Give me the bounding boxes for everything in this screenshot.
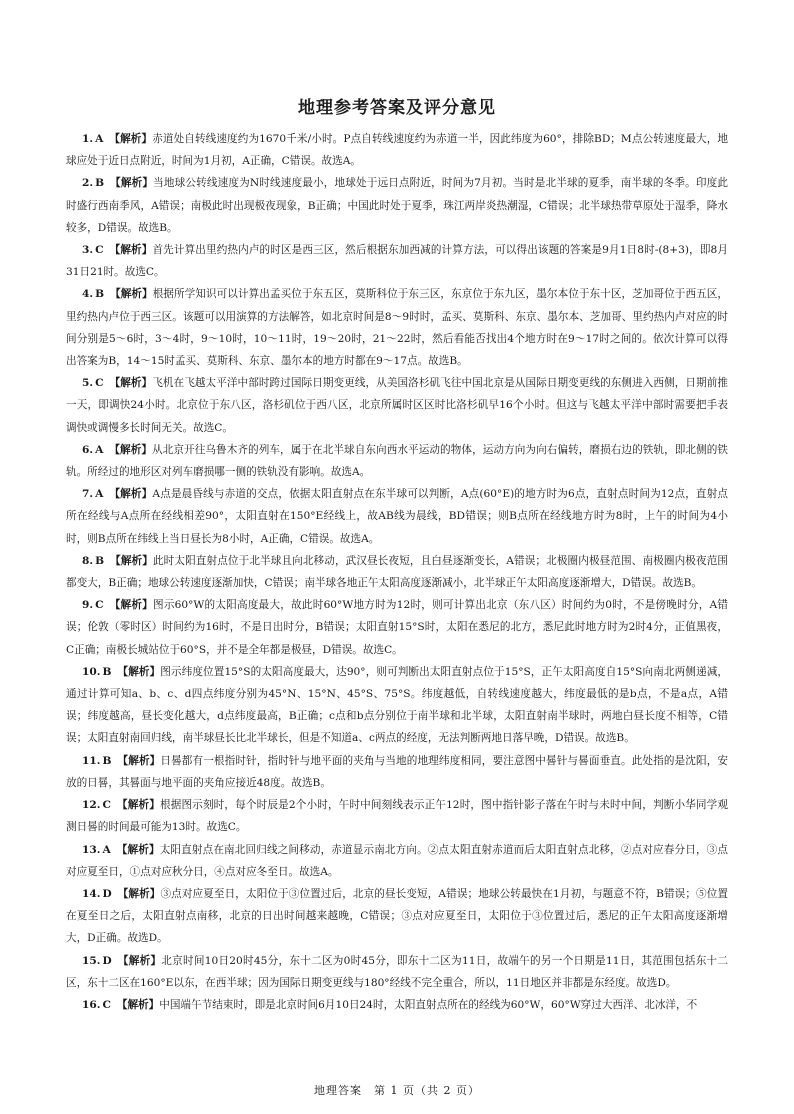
- answer-item: [66, 283, 728, 372]
- item-answer: B: [102, 754, 112, 767]
- item-explanation: 根据图示刻时，每个时辰是2个小时，午时中间刻线表示正午12时，图中指针影子落在午时与未时中间，判断小华同学观测日晷的时间最可能为13时。故选C。: [66, 799, 729, 834]
- item-answer: C: [95, 377, 104, 390]
- analysis-tag: 【解析】: [110, 554, 153, 567]
- analysis-tag: 【解析】: [110, 288, 153, 301]
- item-explanation: 北京时间10日20时45分，东十二区为0时45分，即东十二区为11日，故端午的另一个日期是11日，其范围包括东十二区，东十二区在160°E以东，在西半球；因为国际日期变更线与180°经线不完全重合，所以，11日地区并非都是东经度。故选D。: [66, 954, 728, 989]
- answer-item: [66, 950, 728, 994]
- answer-item: [66, 839, 728, 883]
- item-explanation: 根据所学知识可以计算出孟买位于东五区，莫斯科位于东三区，东京位于东九区，墨尔本位于东十区，芝加哥位于西五区，里约热内卢位于西三区。该题可以用演算的方法解答，如北京时间是8～9时时，孟买、莫斯科、东京、墨尔本、芝加哥、里约热内卢对应的时间分别是5～6时，3～4时，9～10时，10～11时，19～20时，21～22时，然后看能否找出4个地方时在9～17时之间的。依次计算可以得出答案为B，14～15时孟买、莫斯科、东京、墨尔本的地方时都在9～17点。故选B。: [66, 288, 729, 368]
- answer-item: [66, 128, 728, 172]
- analysis-tag: 【解析】: [109, 488, 153, 501]
- answer-item: [66, 550, 728, 594]
- item-answer: B: [95, 177, 105, 190]
- item-explanation: 日晷都有一根指时针，指时针与地平面的夹角与当地的地理纬度相同，要注意图中晷针与晷面垂直。此处指的是沈阳，安放的日晷，其晷面与地平面的夹角应接近48度。故选B。: [66, 754, 728, 789]
- analysis-tag: 【解析】: [116, 799, 160, 812]
- answer-item: [66, 483, 728, 550]
- item-answer: A: [102, 843, 111, 856]
- answer-item: [66, 172, 728, 239]
- analysis-tag: 【解析】: [116, 998, 160, 1011]
- item-number: 3.: [82, 244, 94, 257]
- item-answer: B: [102, 665, 112, 678]
- item-answer: C: [102, 799, 111, 812]
- item-number: 5.: [82, 377, 94, 390]
- item-answer: C: [95, 599, 104, 612]
- answer-item: [66, 883, 728, 950]
- answer-item: [66, 661, 728, 750]
- item-number: 7.: [82, 488, 94, 501]
- item-number: 10.: [82, 665, 101, 678]
- answer-item: [66, 239, 728, 283]
- item-explanation: 首先计算出里约热内卢的时区是西三区，然后根据东加西减的计算方法，可以得出该题的答案是9月1日8时-(8+3)，即8月31日21时。故选C。: [66, 244, 728, 279]
- item-number: 12.: [82, 799, 101, 812]
- item-explanation: ③点对应夏至日，太阳位于③位置过后，北京的昼长变短，A错误；地球公转最快在1月初，与题意不符，B错误；⑤位置在夏至日之后，太阳直射点南移，北京的日出时间越来越晚，C错误；③点对应夏至日，太阳位于③位置过后，悉尼的正午太阳高度逐渐增大，D正确。故选D。: [66, 887, 729, 945]
- item-answer: A: [95, 488, 104, 501]
- item-number: 2.: [82, 177, 94, 190]
- item-explanation: 太阳直射点在南北回归线之间移动，赤道显示南北方向。②点太阳直射赤道而后太阳直射点北移，②点对应春分日，③点对应夏至日，①点对应秋分日，④点对应冬至日。故选A。: [66, 843, 728, 878]
- page-footer: 地理答案 第 1 页（共 2 页）: [314, 1084, 480, 1097]
- analysis-tag: 【解析】: [110, 177, 154, 190]
- answer-item: [66, 439, 728, 483]
- analysis-tag: 【解析】: [117, 954, 162, 967]
- item-answer: C: [102, 998, 111, 1011]
- item-explanation: 当地球公转线速度为N时线速度最小，地球处于远日点附近，时间为7月初。当时是北半球的夏季，南半球的冬季。印度此时盛行西南季风，A错误；南极此时出现极夜现象，B正确；中国此时处于夏季，珠江两岸炎热潮湿，C错误；北半球热带草原处于湿季，降水较多，D错误。故选B。: [66, 177, 728, 234]
- item-explanation: 此时太阳直射点位于北半球且向北移动，武汉昼长夜短，且白昼逐渐变长，A错误；北极圈内极昼范围、南极圈内极夜范围都变大，B正确；地球公转速度逐渐加快，C错误；南半球各地正午太阳高度逐渐减小，北半球正午太阳高度逐渐增大，D错误。故选B。: [66, 554, 728, 590]
- item-number: 11.: [82, 754, 101, 767]
- item-explanation: 赤道处自转线速度约为1670千米/小时。P点自转线速度约为赤道一半，因此纬度为60°，排除BD；M点公转速度最大，地球应处于近日点附近，时间为1月初，A正确，C错误。故选A。: [66, 133, 729, 168]
- item-explanation: 图示60°W的太阳高度最大，故此时60°W地方时为12时，则可计算出北京（东八区）时间约为0时，不是傍晚时分，A错误；伦敦（零时区）时间约为16时，不是日出时分，B错误；太阳直射15°S时，太阳在悉尼的北方，悉尼此时地方时为2时4分，正值黑夜，C正确；南极长城站位于60°S，并不是全年都是极昼，D错误。故选C。: [66, 599, 729, 656]
- item-answer: C: [95, 244, 104, 257]
- item-answer: D: [102, 954, 112, 967]
- item-number: 1.: [82, 133, 94, 145]
- item-number: 15.: [82, 954, 101, 967]
- item-number: 13.: [82, 843, 101, 856]
- answer-item: [66, 372, 728, 439]
- item-explanation: 从北京开往乌鲁木齐的列车，属于在北半球自东向西水平运动的物体，运动方向为向右偏转，磨损右边的铁轨，即北侧的铁轨。所经过的地形区对列车磨损哪一侧的铁轨没有影响。故选A。: [66, 443, 729, 479]
- analysis-tag: 【解析】: [117, 887, 161, 900]
- analysis-tag: 【解析】: [117, 754, 161, 767]
- item-answer: A: [95, 443, 104, 456]
- answer-item: [66, 794, 728, 838]
- item-number: 6.: [82, 443, 94, 456]
- analysis-tag: 【解析】: [109, 377, 153, 390]
- answer-item: [66, 994, 728, 1016]
- item-explanation: 中国端午节结束时，即是北京时间6月10日24时，太阳直射点所在的经线为60°W，60°W穿过大西洋、北冰洋，不: [159, 998, 698, 1011]
- item-answer: A: [95, 133, 104, 145]
- answer-item: [66, 594, 728, 661]
- item-explanation: 图示纬度位置15°S的太阳高度最大，达90°，则可判断出太阳直射点位于15°S，正午太阳高度自15°S向南北两侧递减，通过计算可知a、b、c、d四点纬度分别为45°N、15°N、45°S、75°S。纬度越低，自转线速度越大，纬度最低的是b点，不是a点，A错误；纬度越高，昼长变化越大，d点纬度最高，B正确；c点和b点分别位于南半球和北半球，太阳直射南半球时，两地白昼长度不相等，C错误；太阳直射南回归线，南半球昼长比北半球长，但是不知道a、c两点的经度，无法判断两地日落早晚，D错误。故选B。: [66, 665, 728, 745]
- item-answer: D: [102, 887, 112, 900]
- item-number: 4.: [82, 288, 94, 301]
- item-answer: B: [95, 554, 105, 567]
- analysis-tag: 【解析】: [109, 244, 153, 257]
- answer-list: [66, 128, 728, 1016]
- item-answer: B: [95, 288, 105, 301]
- analysis-tag: 【解析】: [109, 599, 154, 612]
- item-number: 9.: [82, 599, 94, 612]
- analysis-tag: 【解析】: [109, 133, 153, 145]
- item-number: 16.: [82, 998, 101, 1011]
- analysis-tag: 【解析】: [109, 443, 153, 456]
- item-number: 8.: [82, 554, 94, 567]
- page-title: 地理参考答案及评分意见: [298, 98, 496, 118]
- analysis-tag: 【解析】: [116, 843, 160, 856]
- item-explanation: A点是晨昏线与赤道的交点，依据太阳直射点在东半球可以判断，A点(60°E)的地方时为6点，直射点时间为12点，直射点所在经线与A点所在经线相差90°，太阳直射在150°E经线上，故AB线为晨线，BD错误；则B点所在经线地方时为8时，上午的时间为4小时，则B点所在纬线上当日昼长为8小时，A正确，C错误。故选A。: [66, 488, 729, 545]
- item-number: 14.: [82, 887, 101, 900]
- analysis-tag: 【解析】: [117, 665, 161, 678]
- answer-item: [66, 750, 728, 794]
- item-explanation: 飞机在飞越太平洋中部时跨过国际日期变更线，从美国洛杉矶飞往中国北京是从国际日期变更线的东侧进入西侧，日期前推一天，即调快24小时。北京位于东八区，洛杉矶位于西八区，北京所属时区区时比洛杉矶早16个小时。但这与飞越太平洋中部时需要把手表调快或调慢多长时间无关。故选C。: [66, 377, 729, 434]
